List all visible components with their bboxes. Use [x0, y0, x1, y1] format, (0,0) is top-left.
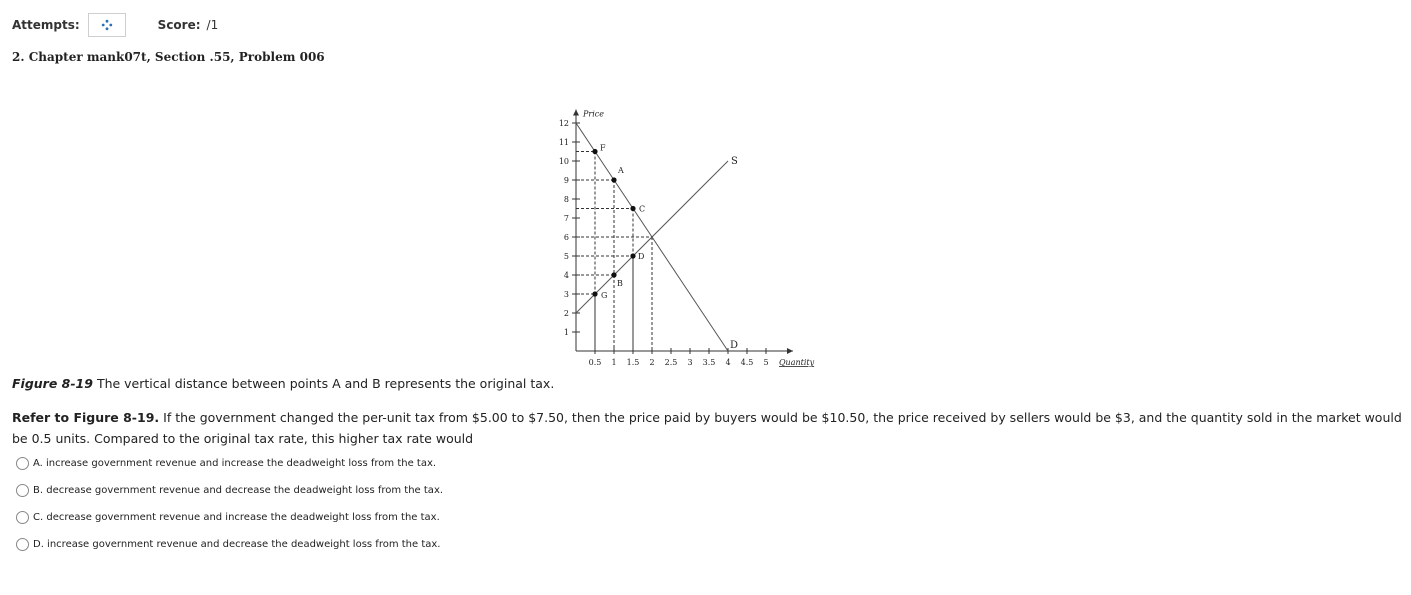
figure-label: Figure 8-19 — [12, 376, 93, 391]
point-a — [611, 177, 616, 182]
y-axis-arrow-icon — [573, 110, 579, 116]
y-tick-label: 3 — [563, 290, 569, 299]
figure-caption — [12, 376, 554, 391]
y-tick-label: 11 — [558, 138, 569, 147]
problem-title: 2. Chapter mank07t, Section .55, Problem 006 — [12, 50, 325, 64]
y-tick-label: 7 — [563, 214, 569, 223]
attempts-label: Attempts: — [12, 18, 80, 32]
x-tick-label: 0.5 — [588, 358, 602, 367]
point-label-a: A — [618, 166, 624, 175]
y-tick-label: 8 — [563, 195, 569, 204]
x-tick-label: 5 — [763, 358, 769, 367]
y-tick-label: 6 — [563, 233, 569, 242]
x-axis-arrow-icon — [787, 348, 793, 354]
x-tick-label: 4 — [725, 358, 731, 367]
point-g — [592, 291, 597, 296]
x-axis-title: Quantity — [779, 358, 815, 367]
choice-label: B. decrease government revenue and decrease the deadweight loss from the tax. — [33, 485, 444, 496]
supply-demand-chart — [550, 96, 840, 374]
point-f — [592, 149, 597, 154]
x-tick-label: 2 — [649, 358, 655, 367]
y-axis-title: Price — [583, 109, 604, 119]
point-label-f: F — [600, 143, 606, 153]
radio-button[interactable] — [16, 484, 29, 497]
score-value: /1 — [206, 18, 219, 32]
loading-spinner-icon — [101, 19, 113, 31]
x-tick-label: 3.5 — [702, 358, 716, 367]
point-c — [630, 206, 635, 211]
choice-c[interactable] — [16, 509, 443, 526]
x-tick-label: 4.5 — [740, 358, 754, 367]
y-tick-label: 9 — [563, 176, 569, 185]
choice-label: C. decrease government revenue and increase the deadweight loss from the tax. — [33, 512, 440, 523]
radio-button[interactable] — [16, 538, 29, 551]
question-text — [12, 407, 1407, 449]
point-d — [630, 253, 635, 258]
x-tick-label: 3 — [687, 358, 693, 367]
choice-a[interactable] — [16, 455, 443, 472]
x-tick-label: 1 — [611, 358, 617, 367]
radio-button[interactable] — [16, 457, 29, 470]
question-body: If the government changed the per-unit tax from $5.00 to $7.50, then the price paid by buyers would be $10.50, the price received by sellers would be $3, and the quantity sold in the market would be 0.5 units. Compared to the original tax rate, this higher tax rate would — [12, 410, 1402, 446]
point-label-b: B — [617, 279, 623, 288]
y-tick-label: 2 — [563, 309, 569, 318]
choice-label: D. increase government revenue and decrease the deadweight loss from the tax. — [33, 539, 441, 550]
choice-b[interactable] — [16, 482, 443, 499]
figure-caption-text: The vertical distance between points A and B represents the original tax. — [96, 376, 555, 391]
point-b — [611, 272, 616, 277]
y-tick-label: 1 — [563, 328, 569, 337]
answer-choices — [16, 455, 443, 563]
x-tick-label: 1.5 — [626, 358, 640, 367]
y-tick-label: 4 — [563, 271, 569, 280]
y-tick-label: 10 — [558, 157, 569, 166]
supply-curve-label: S — [731, 156, 738, 167]
choice-d[interactable] — [16, 536, 443, 553]
choice-label: A. increase government revenue and increase the deadweight loss from the tax. — [33, 458, 437, 469]
attempts-indicator — [88, 13, 126, 37]
question-reference: Refer to Figure 8-19. — [12, 410, 160, 425]
attempts-score-bar — [12, 12, 218, 38]
radio-button[interactable] — [16, 511, 29, 524]
point-label-d: D — [638, 252, 645, 261]
y-tick-label: 12 — [558, 119, 569, 128]
point-label-g: G — [601, 291, 608, 300]
y-tick-label: 5 — [563, 252, 569, 261]
score-label: Score: — [157, 18, 201, 32]
demand-curve-label: D — [730, 340, 739, 351]
point-label-c: C — [639, 204, 646, 214]
x-tick-label: 2.5 — [664, 358, 678, 367]
